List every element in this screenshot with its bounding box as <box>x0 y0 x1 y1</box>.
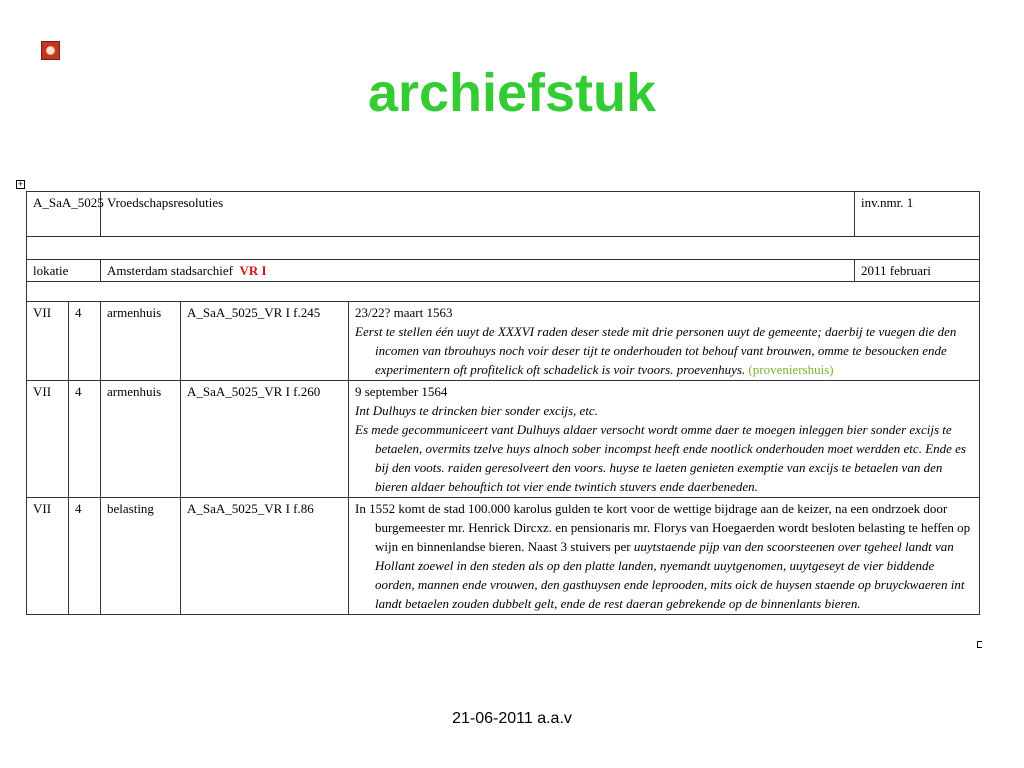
table-row <box>27 260 980 282</box>
cell-reference: A_SaA_5025_VR I f.260 <box>181 381 349 498</box>
bullet-dot <box>46 46 55 55</box>
entry-date: 9 september 1564 <box>355 384 448 399</box>
slide-footer: 21-06-2011 a.a.v <box>452 710 572 727</box>
archive-name: Vroedschapsresoluties <box>101 192 855 237</box>
table-row <box>27 498 980 615</box>
table-row <box>27 192 980 237</box>
entry-date: 23/22? maart 1563 <box>355 305 453 320</box>
cell-col1: VII <box>27 302 69 381</box>
bullet-icon <box>41 41 60 60</box>
entry-text: In 1552 komt de stad 100.000 karolus gulden te kort voor de wettige bijdrage aan de keizer, na een ondrzoek door burgemeester mr. Henrick Dircxz. en pensionaris mr. Florys van Hoegaerden wordt besloten belasting te heffen op wijn en binnenlandse bieren. Naast 3 stuivers per uuytstaende pijp van den scoorsteenen over tgeheel landt van Hollant zoewel in den steden als op den platte landen, nyemandt uuytgenomen, uuytgeseyt de vier biddende oorden, mannen ende vrouwen, den gasthuysen ende leprooden, mits oick de huysen staende op bruyckwaeren int landt betaelen zouden dubbelt gelt, ende de rest daeran gebrekende op de binnenlants bieren. <box>355 501 971 611</box>
table-row <box>27 381 980 498</box>
cell-description <box>349 381 980 498</box>
cell-reference: A_SaA_5025_VR I f.86 <box>181 498 349 615</box>
cell-col1: VII <box>27 498 69 615</box>
cell-subject: armenhuis <box>101 381 181 498</box>
archive-code: A_SaA_5025 <box>27 192 101 237</box>
slide-title: archiefstuk <box>367 63 657 123</box>
entry-note: (proveniershuis) <box>748 362 834 377</box>
archive-table <box>26 191 980 615</box>
cell-reference: A_SaA_5025_VR I f.245 <box>181 302 349 381</box>
cell-col2: 4 <box>69 302 101 381</box>
lokatie-label: lokatie <box>27 260 101 282</box>
entry-text: Eerst te stellen één uuyt de XXXVI raden deser stede mit drie personen uuyt de gemeente; daerbij te vuegen die den incomen van tbrouhuys noch voir deser tijt te onderhouden tot behouf vant brouwen, omme te besoucken ende experimentern oft profitelick oft schadelick is voir tvoors. proevenhuys. (proveniershuis) <box>355 324 957 377</box>
cell-description <box>349 302 980 381</box>
cell-subject: belasting <box>101 498 181 615</box>
table-row-empty <box>27 237 980 260</box>
table-move-handle-icon[interactable]: + <box>17 179 24 189</box>
entry-line: Int Dulhuys te drincken bier sonder excijs, etc. <box>355 403 598 418</box>
lokatie-date: 2011 februari <box>855 260 980 282</box>
vr-label: VR I <box>239 263 267 278</box>
entry-text: Es mede gecommuniceert vant Dulhuys aldaer versocht wordt omme daer te moegen inleggen bier sonder excijs te betaelen, overmits tzelve huys alnoch sober incompst heeft ende nootlick onderhouden moet werdden etc. Ende es bij den voots. raiden geresolveert den voors. huyse te laeten genieten exemptie van excijs te betaelen van den bieren aldaer behouftich tot vier ende twintich stuvers ende daerbeneden. <box>355 422 966 494</box>
lokatie-value: Amsterdam stadsarchief VR I <box>101 260 855 282</box>
end-of-table-marker <box>977 641 982 648</box>
table-row <box>27 302 980 381</box>
cell-col2: 4 <box>69 381 101 498</box>
cell-description <box>349 498 980 615</box>
cell-subject: armenhuis <box>101 302 181 381</box>
entry-text-quote: uuytstaende pijp van den scoorsteenen over tgeheel landt van Hollant zoewel in den steden als op den platte landen, nyemandt uuytgenomen, uuytgeseyt de vier biddende oorden, mannen ende vrouwen, den gasthuysen ende leprooden, mits oick de huysen staende op bruyckwaeren int landt betaelen zouden dubbelt gelt, ende de rest daeran gebrekende op de binnenlants bieren. <box>375 539 965 611</box>
table-row-empty <box>27 282 980 302</box>
cell-col1: VII <box>27 381 69 498</box>
inventory-number: inv.nmr. 1 <box>855 192 980 237</box>
cell-col2: 4 <box>69 498 101 615</box>
